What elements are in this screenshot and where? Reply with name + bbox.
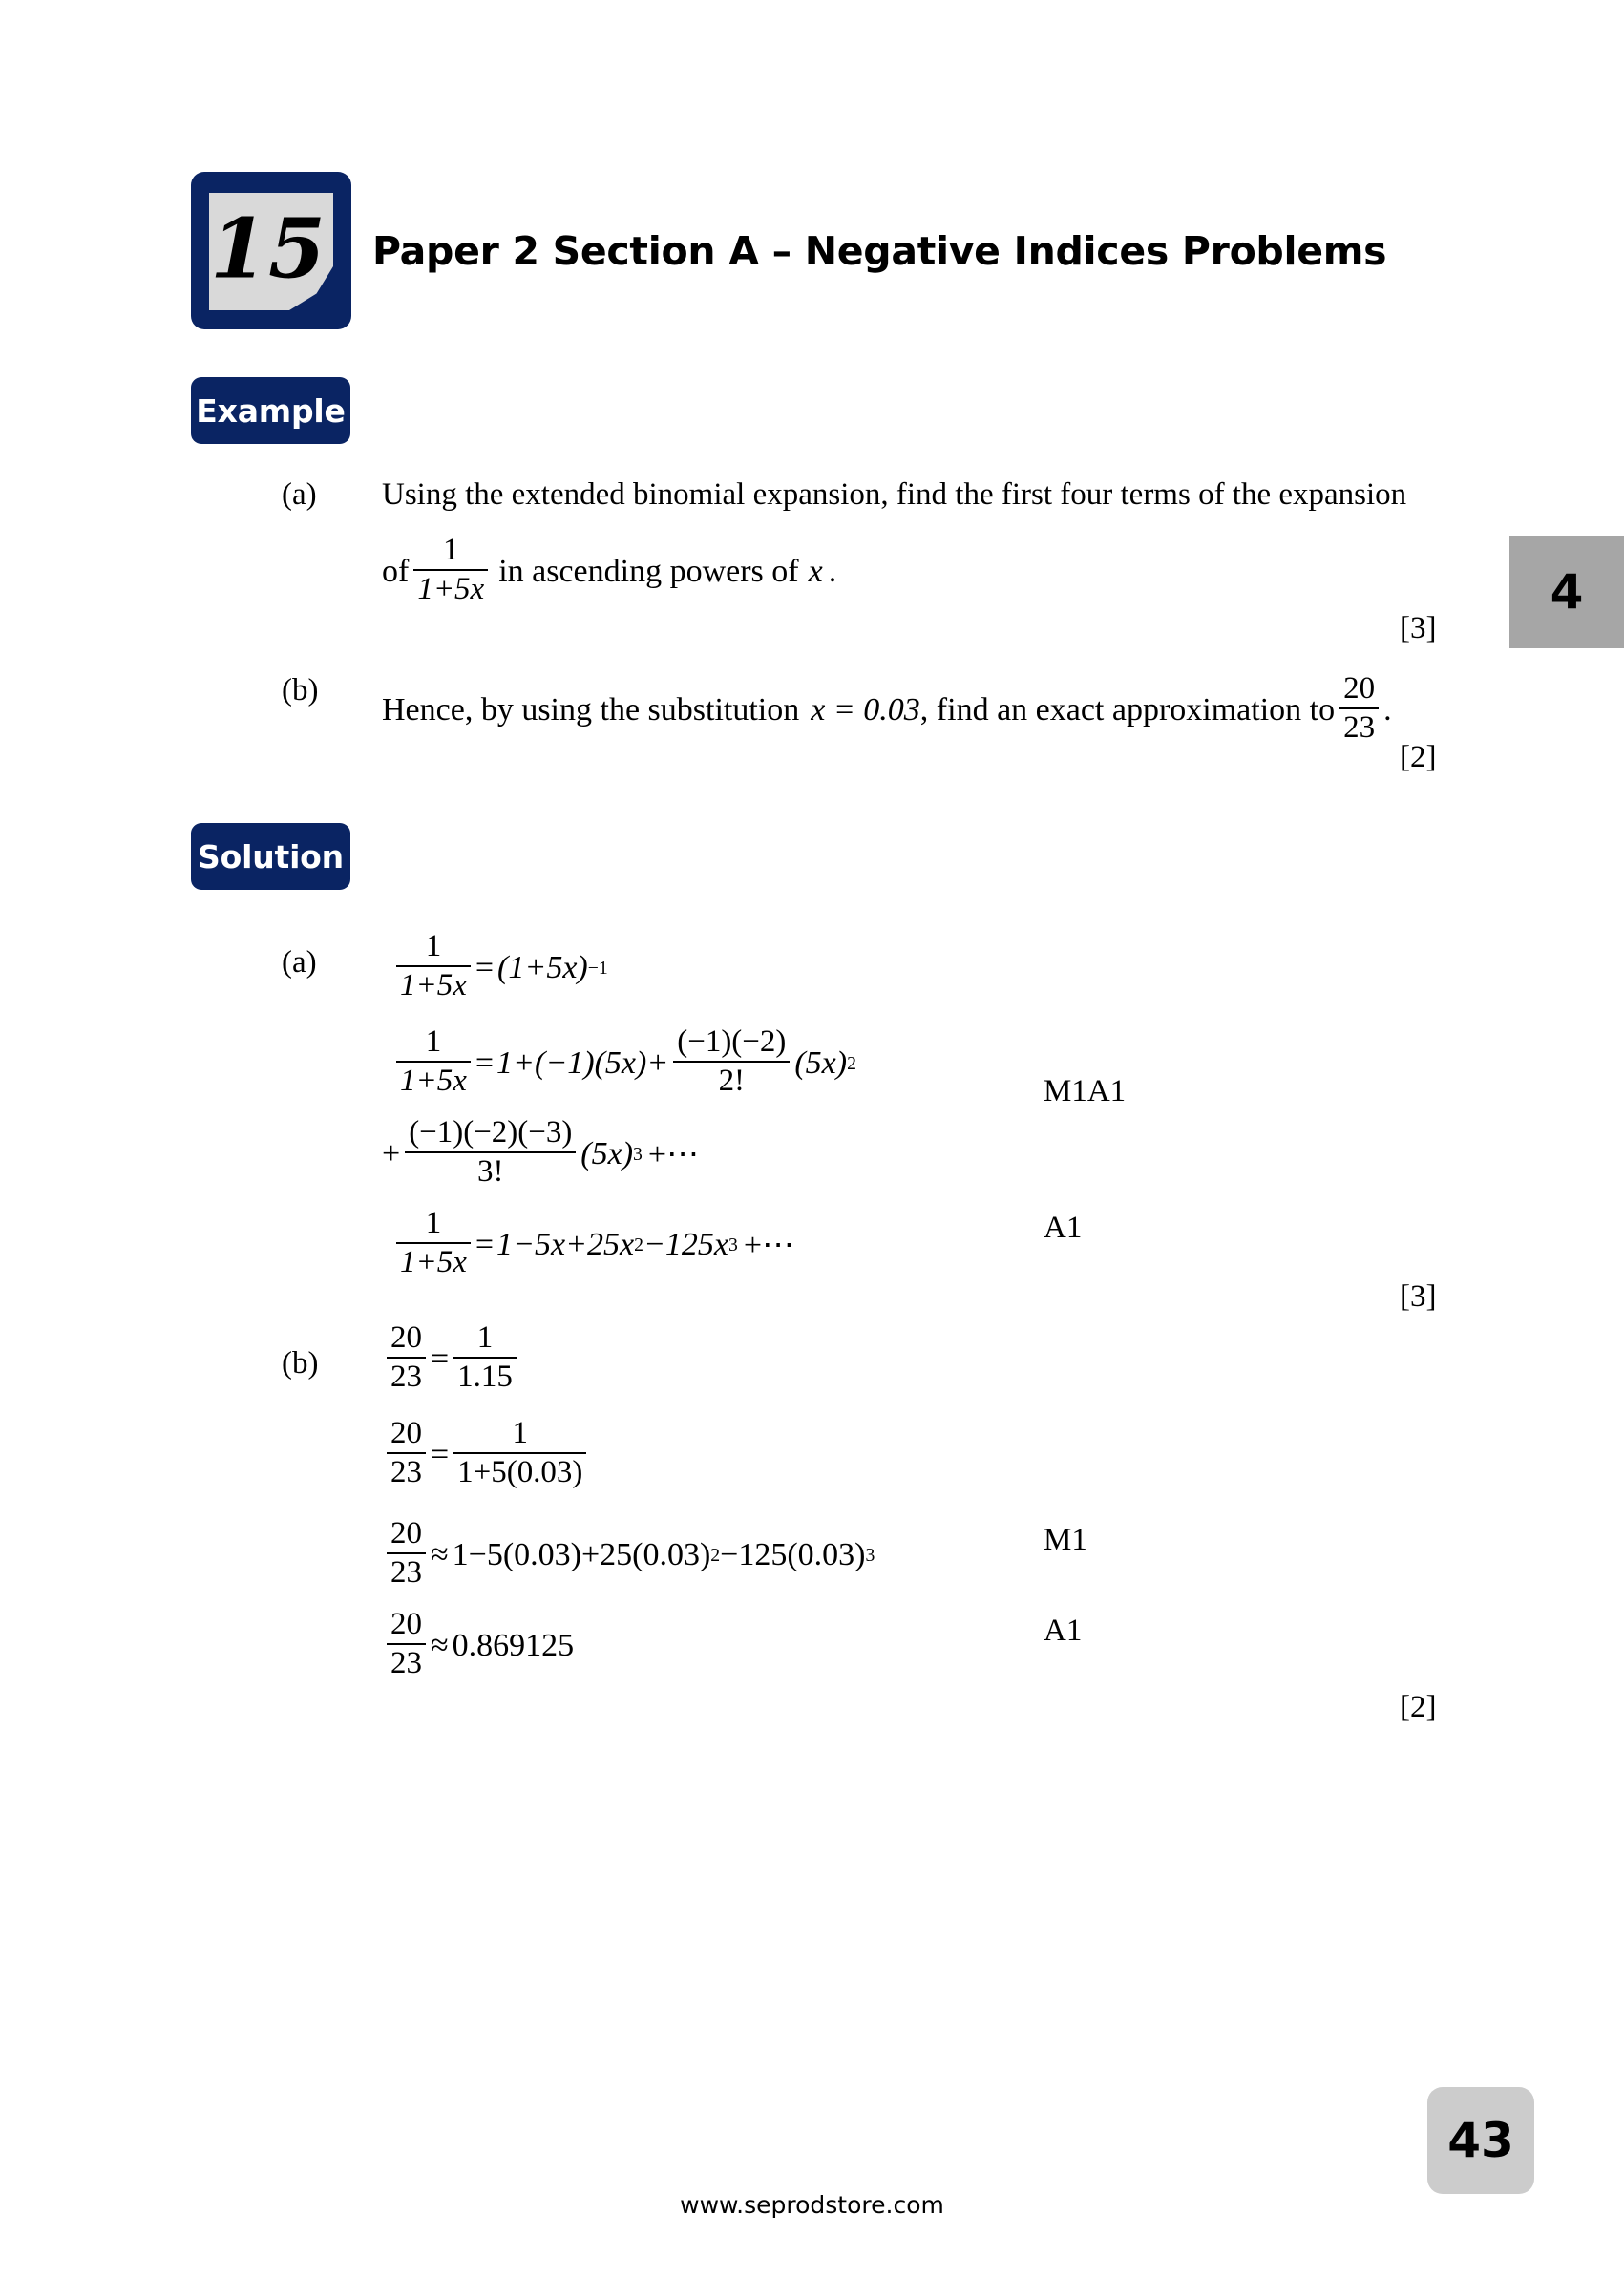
coefficient-fraction — [673, 1024, 790, 1099]
solution-b-mark-a1: A1 — [1044, 1614, 1083, 1648]
solution-b-line-4-value: 0.869125 — [452, 1627, 575, 1663]
fraction — [396, 929, 471, 1003]
fraction-bar — [453, 1452, 586, 1454]
fraction — [387, 1416, 426, 1490]
fraction-bar — [405, 1151, 576, 1153]
fraction-numerator: 1 — [476, 1320, 494, 1355]
solution-a-line-4-a: 1−5x+25x — [496, 1226, 635, 1262]
fraction — [396, 1206, 471, 1280]
fraction-denominator: 1.15 — [457, 1359, 513, 1394]
solution-a-line-1: $\frac{1}{1+5x}$ = (1+5x) −1 — [391, 931, 608, 1005]
fraction-denominator: 1+5x — [400, 967, 467, 1002]
chapter-header — [191, 172, 1386, 329]
fraction-numerator: 20 — [390, 1320, 422, 1355]
fraction-bar — [387, 1452, 426, 1454]
question-part-a-variable: x — [808, 553, 823, 589]
solution-a-mark-a1: A1 — [1044, 1211, 1083, 1245]
question-part-a-suffix: in ascending powers of — [498, 553, 799, 589]
fraction — [387, 1516, 426, 1591]
fraction-bar — [1339, 707, 1379, 709]
fraction-numerator: 20 — [1343, 671, 1376, 706]
solution-part-b-marks: [2] — [1400, 1690, 1437, 1724]
question-part-a-of: of — [382, 553, 410, 589]
fraction-denominator: 2! — [718, 1063, 746, 1098]
solution-a-line-1-rhs: (1+5x) — [497, 949, 588, 985]
question-part-b-label: (b) — [282, 673, 319, 707]
relation-sign: ≈ — [430, 1627, 449, 1663]
question-part-b-suffix: , find an exact approximation to — [919, 691, 1336, 728]
fraction-numerator: 20 — [390, 1607, 422, 1641]
section-badge-solution: Solution — [191, 823, 350, 890]
solution-b-line-3-a: 1−5(0.03)+25(0.03) — [452, 1536, 711, 1572]
fraction-bar — [387, 1643, 426, 1645]
solution-b-line-1 — [382, 1322, 521, 1397]
fraction-denominator: 1+5(0.03) — [457, 1454, 583, 1489]
solution-a-line-4-tail: +⋯ — [743, 1227, 795, 1263]
chapter-number-text: 15 — [210, 200, 327, 297]
question-part-a-line2 — [382, 535, 836, 609]
solution-a-line-4-b: −125x — [643, 1226, 729, 1262]
page-number-badge: 43 — [1427, 2087, 1534, 2194]
fraction-bar — [673, 1061, 790, 1063]
fraction-numerator: (−1)(−2)(−3) — [409, 1115, 573, 1150]
relation-sign: ≈ — [430, 1536, 449, 1572]
fraction-denominator: 1+5x — [400, 1063, 467, 1098]
fraction — [396, 1024, 471, 1099]
fraction-denominator: 23 — [390, 1554, 422, 1590]
question-part-b-period: . — [1383, 691, 1392, 728]
question-part-b-fraction — [1339, 671, 1379, 746]
fraction-bar — [396, 1061, 471, 1063]
side-tab-unit-indicator: 4 — [1509, 536, 1624, 648]
fraction-denominator: 3! — [477, 1153, 504, 1189]
solution-a-line-2-suffix: (5x) — [794, 1044, 848, 1081]
solution-part-a-label: (a) — [282, 945, 317, 980]
solution-b-line-3-b: −125(0.03) — [720, 1536, 866, 1572]
footer-url: www.seprodstore.com — [680, 2191, 944, 2219]
solution-a-line-3: + $\frac{(-1)(-2)(-3)}{3!}$ (5x) 3 +⋯ — [382, 1115, 700, 1189]
fraction — [453, 1416, 586, 1490]
solution-a-line-2-prefix: 1+(−1)(5x)+ — [496, 1044, 669, 1081]
relation-sign: = — [430, 1436, 450, 1472]
fraction-bar — [453, 1357, 517, 1359]
fraction-denominator: 1+5x — [400, 1244, 467, 1279]
solution-b-mark-m1: M1 — [1044, 1523, 1087, 1557]
continuation-plus: + — [382, 1135, 401, 1171]
question-part-a-marks: [3] — [1400, 611, 1437, 645]
solution-part-a-marks: [3] — [1400, 1279, 1437, 1314]
relation-sign: = — [475, 949, 495, 985]
coefficient-fraction — [405, 1115, 576, 1190]
fraction-numerator: 1 — [425, 1206, 442, 1240]
fraction-denominator: 23 — [390, 1454, 422, 1489]
question-part-b-line — [382, 673, 1392, 748]
solution-a-line-3-tail: +⋯ — [647, 1136, 700, 1172]
solution-part-b-label: (b) — [282, 1346, 319, 1381]
question-part-a-label: (a) — [282, 477, 317, 512]
solution-a-mark-m1a1: M1A1 — [1044, 1074, 1127, 1108]
relation-sign: = — [475, 1044, 495, 1081]
fraction-denominator: 23 — [390, 1645, 422, 1680]
fraction-bar — [387, 1357, 426, 1359]
solution-b-line-2 — [382, 1418, 591, 1492]
question-part-b-marks: [2] — [1400, 740, 1437, 774]
relation-sign: = — [430, 1340, 450, 1377]
relation-sign: = — [475, 1226, 495, 1262]
fraction-numerator: (−1)(−2) — [677, 1024, 787, 1059]
fraction — [387, 1607, 426, 1681]
fraction-bar — [396, 965, 471, 967]
fraction-bar — [396, 1242, 471, 1244]
fraction-numerator: 20 — [390, 1416, 422, 1450]
fraction — [387, 1320, 426, 1395]
question-part-a-period: . — [828, 553, 837, 589]
solution-a-line-2: $\frac{1}{1+5x}$ = 1+(−1)(5x)+ $\frac{(-1)(-2)}{2!}$ (5x) 2 — [391, 1026, 856, 1101]
fraction-numerator: 1 — [512, 1416, 528, 1450]
fraction-numerator: 1 — [425, 1024, 442, 1059]
solution-b-line-4 — [382, 1609, 574, 1683]
fraction — [453, 1320, 517, 1395]
fraction-bar — [413, 569, 488, 571]
fraction-numerator: 1 — [425, 929, 442, 963]
question-part-b-prefix: Hence, by using the substitution — [382, 691, 800, 728]
chapter-number-badge — [191, 172, 351, 329]
solution-a-line-3-suffix: (5x) — [580, 1135, 634, 1171]
fraction-denominator: 23 — [1343, 709, 1376, 745]
section-badge-example: Example — [191, 377, 350, 444]
fraction-numerator: 1 — [443, 533, 459, 567]
fraction-bar — [387, 1552, 426, 1554]
question-part-b-substitution: x = 0.03 — [811, 691, 920, 728]
page-title: Paper 2 Section A – Negative Indices Problems — [372, 227, 1387, 274]
fraction-denominator: 1+5x — [417, 571, 485, 606]
solution-b-line-3: $\frac{20}{23}$ ≈ 1−5(0.03)+25(0.03) 2 −125(0.03) 3 — [382, 1518, 875, 1592]
fraction-denominator: 23 — [390, 1359, 422, 1394]
question-part-a-fraction — [413, 533, 488, 607]
fraction-numerator: 20 — [390, 1516, 422, 1550]
question-part-a-line1: Using the extended binomial expansion, find the first four terms of the expansion — [382, 477, 1407, 512]
solution-a-line-4: $\frac{1}{1+5x}$ = 1−5x+25x 2 −125x 3 +⋯ — [391, 1208, 794, 1282]
